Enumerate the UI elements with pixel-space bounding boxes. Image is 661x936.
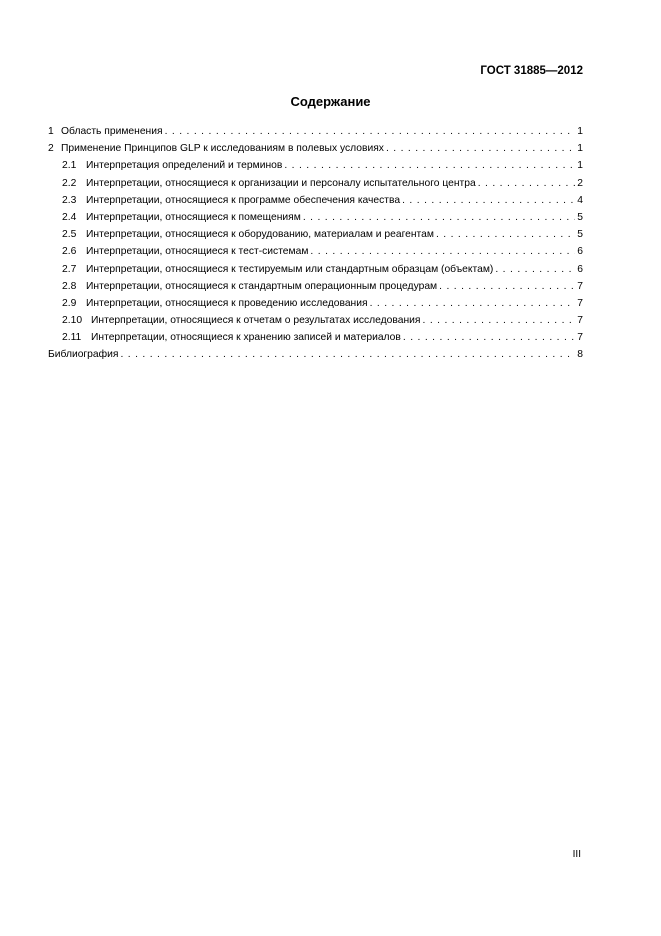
toc-entry-page: 5 xyxy=(577,211,583,223)
toc-entry-2[interactable] xyxy=(48,140,583,157)
toc-leader-dots xyxy=(495,261,575,278)
toc-leader-dots xyxy=(165,123,576,140)
toc-entry-2-7[interactable] xyxy=(48,261,583,278)
toc-entry-page: 1 xyxy=(577,160,583,172)
toc-entry-number: 2.2 xyxy=(62,177,77,189)
toc-entry-title: Интерпретации, относящиеся к хранению записей и материалов xyxy=(91,332,401,344)
toc-entry-1[interactable] xyxy=(48,123,583,140)
toc-entry-number: 2.5 xyxy=(62,229,77,241)
toc-entry-number: 2.7 xyxy=(62,263,77,275)
toc-entry-page: 7 xyxy=(577,297,583,309)
toc-entry-page: 7 xyxy=(577,280,583,292)
toc-entry-bibliography[interactable] xyxy=(48,346,583,363)
toc-entry-title: Интерпретации, относящиеся к отчетам о результатах исследования xyxy=(91,315,421,327)
toc-leader-dots xyxy=(478,175,576,192)
toc-entry-page: 8 xyxy=(577,349,583,361)
toc-entry-page: 7 xyxy=(577,332,583,344)
page-title: Содержание xyxy=(290,94,371,109)
toc-entry-2-6[interactable] xyxy=(48,243,583,260)
toc-leader-dots xyxy=(436,226,575,243)
toc-entry-title: Интерпретации, относящиеся к оборудованию, материалам и реагентам xyxy=(86,229,434,241)
toc-entry-title: Интерпретации, относящиеся к организации и персоналу испытательного центра xyxy=(86,177,476,189)
document-code: ГОСТ 31885—2012 xyxy=(480,65,583,77)
toc-entry-number: 2.9 xyxy=(62,297,77,309)
toc-entry-title: Интерпретации, относящиеся к помещениям xyxy=(86,211,301,223)
toc-entry-number: 2.8 xyxy=(62,280,77,292)
toc-entry-2-11[interactable] xyxy=(48,329,583,346)
toc-entry-page: 6 xyxy=(577,263,583,275)
toc-entry-title: Интерпретация определений и терминов xyxy=(86,160,283,172)
toc-entry-page: 1 xyxy=(577,143,583,155)
toc-leader-dots xyxy=(120,346,575,363)
toc-entry-2-9[interactable] xyxy=(48,295,583,312)
toc-entry-2-3[interactable] xyxy=(48,192,583,209)
toc-entry-2-8[interactable] xyxy=(48,278,583,295)
toc-entry-title: Интерпретации, относящиеся к программе обеспечения качества xyxy=(86,194,401,206)
toc-leader-dots xyxy=(439,278,575,295)
toc-entry-page: 4 xyxy=(577,194,583,206)
toc-entry-title: Применение Принципов GLP к исследованиям в полевых условиях xyxy=(61,143,384,155)
toc-entry-title: Библиография xyxy=(48,349,119,361)
toc-entry-number: 2.11 xyxy=(62,332,82,344)
toc-leader-dots xyxy=(370,295,576,312)
toc-entry-title: Интерпретации, относящиеся к тестируемым или стандартным образцам (объектам) xyxy=(86,263,494,275)
toc-leader-dots xyxy=(284,157,575,174)
toc-entry-number: 2.4 xyxy=(62,211,77,223)
toc-leader-dots xyxy=(402,192,575,209)
toc-leader-dots xyxy=(310,243,575,260)
toc-leader-dots xyxy=(403,329,575,346)
toc-entry-number: 2 xyxy=(48,143,54,155)
toc-entry-2-2[interactable] xyxy=(48,175,583,192)
toc-entry-page: 2 xyxy=(577,177,583,189)
toc-entry-number: 2.10 xyxy=(62,315,83,327)
toc-entry-title: Интерпретации, относящиеся к проведению исследования xyxy=(86,297,368,309)
toc-entry-page: 6 xyxy=(577,246,583,258)
toc-entry-number: 2.3 xyxy=(62,194,77,206)
toc-entry-title: Интерпретации, относящиеся к стандартным операционным процедурам xyxy=(86,280,438,292)
toc-leader-dots xyxy=(386,140,575,157)
toc-entry-number: 1 xyxy=(48,126,54,137)
toc-entry-2-1[interactable] xyxy=(48,157,583,174)
toc-entry-title: Интерпретации, относящиеся к тест-системам xyxy=(86,246,309,258)
toc-entry-number: 2.1 xyxy=(62,160,77,172)
toc-entry-2-10[interactable] xyxy=(48,312,583,329)
toc-leader-dots xyxy=(303,209,575,226)
toc-leader-dots xyxy=(423,312,576,329)
toc-entry-page: 1 xyxy=(577,126,583,137)
toc-entry-title: Область применения xyxy=(61,126,163,137)
toc-entry-2-4[interactable] xyxy=(48,209,583,226)
page-number: III xyxy=(572,849,581,860)
toc-entry-number: 2.6 xyxy=(62,246,77,258)
toc-entry-page: 7 xyxy=(577,315,583,327)
toc-entry-page: 5 xyxy=(577,229,583,241)
table-of-contents xyxy=(48,123,583,364)
toc-entry-2-5[interactable] xyxy=(48,226,583,243)
